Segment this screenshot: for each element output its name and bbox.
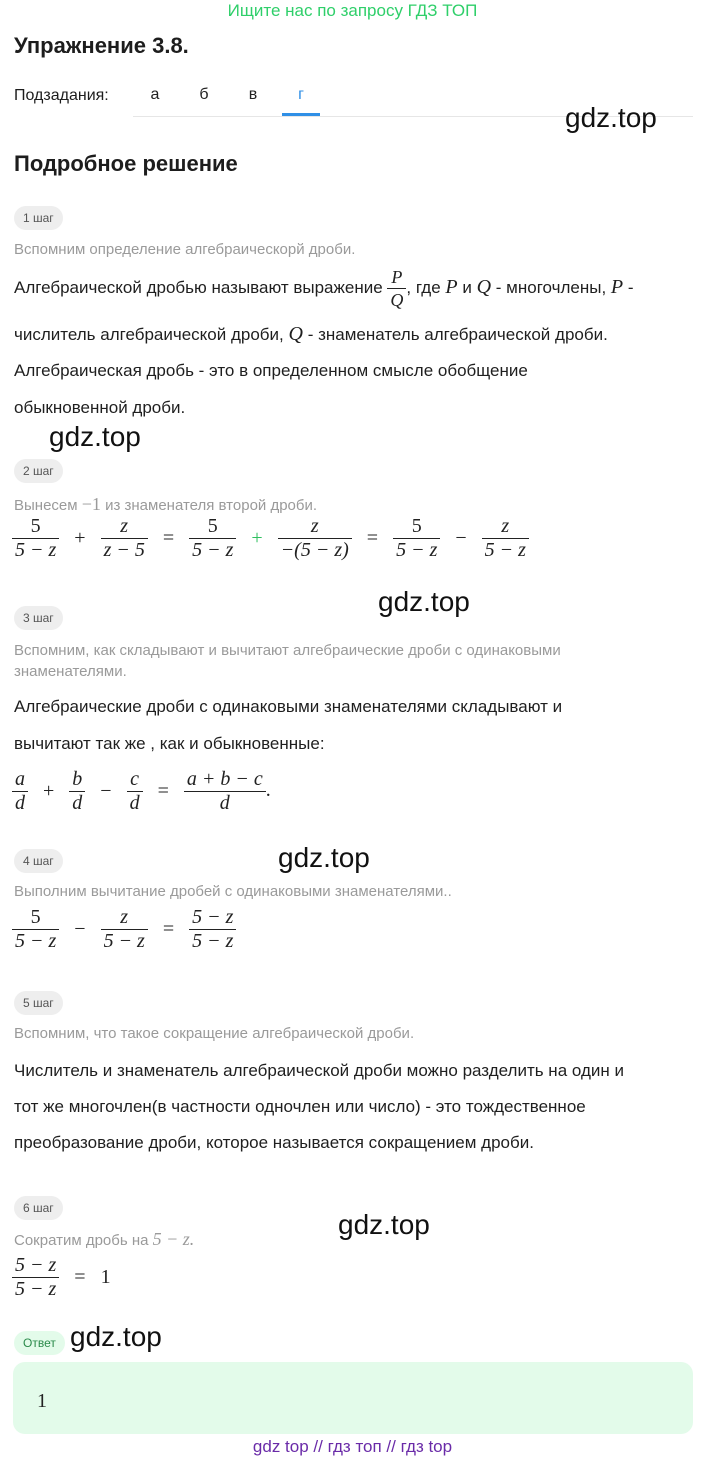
step1-text-d: - многочлены,	[495, 277, 607, 297]
hint-math: −1	[81, 494, 101, 514]
denominator: 5 − z	[482, 538, 529, 562]
equals-sign: =	[74, 1266, 86, 1288]
watermark: gdz.top	[278, 842, 370, 873]
numerator: 5	[411, 515, 422, 537]
plus-sign: +	[74, 527, 86, 549]
watermark: gdz.top	[49, 421, 141, 452]
tab-a[interactable]: а	[150, 86, 160, 103]
tab-v[interactable]: в	[248, 86, 258, 103]
denominator: 5 − z	[189, 538, 236, 562]
denominator: 5 − z	[101, 929, 148, 953]
denominator: 5 − z	[12, 538, 59, 562]
var-p: P	[610, 275, 624, 298]
top-banner[interactable]: Ищите нас по запросу ГДЗ ТОП	[227, 1, 478, 20]
watermark: gdz.top	[338, 1209, 430, 1240]
step4-equation	[12, 906, 236, 953]
denominator: 5 − z	[12, 1277, 59, 1301]
equals-sign: =	[366, 527, 379, 549]
step-hint: Вспомним, что такое сокращение алгебраической дроби.	[14, 1025, 415, 1042]
hint-text: Сократим дробь на	[14, 1232, 149, 1249]
fraction	[393, 515, 440, 562]
fraction	[127, 768, 143, 815]
equals-sign: =	[162, 527, 175, 549]
numerator: z	[120, 906, 129, 928]
tab-b[interactable]: б	[199, 86, 209, 103]
denominator: d	[69, 791, 85, 815]
denominator: d	[127, 791, 143, 815]
numerator: 5 − z	[192, 906, 234, 928]
watermark: gdz.top	[565, 102, 657, 133]
denominator: 5 − z	[393, 538, 440, 562]
numerator: P	[391, 267, 403, 287]
step5-line3: преобразование дроби, которое называется сокращением дроби.	[14, 1133, 534, 1152]
numerator: a	[15, 768, 25, 790]
equals-sign: =	[157, 780, 169, 802]
watermark: gdz.top	[70, 1321, 162, 1352]
minus-sign: −	[74, 918, 86, 940]
fraction-p-over-q	[387, 266, 406, 311]
fraction	[278, 515, 352, 562]
step1-line1	[14, 266, 704, 311]
numerator: z	[120, 515, 129, 537]
answer-badge: Ответ	[14, 1331, 65, 1355]
numerator: a + b − c	[186, 768, 263, 790]
watermark: gdz.top	[378, 586, 470, 617]
numerator: b	[72, 768, 83, 790]
fraction	[184, 768, 266, 815]
fraction	[482, 515, 529, 562]
step-hint: Вспомним, как складывают и вычитают алгебраические дроби с одинаковыми знаменателями.	[14, 642, 561, 680]
denominator: Q	[387, 288, 406, 311]
numerator: 5	[30, 515, 41, 537]
step-badge: 1 шаг	[14, 206, 63, 230]
bottom-links[interactable]: gdz top // гдз топ // гдз top	[252, 1437, 453, 1456]
step-badge: 2 шаг	[14, 459, 63, 483]
step3-line2: вычитают так же , как и обыкновенные:	[14, 734, 325, 753]
denominator: d	[12, 791, 28, 815]
subtasks-label: Подзадания:	[14, 87, 109, 104]
step-badge: 3 шаг	[14, 606, 63, 630]
solution-heading: Подробное решение	[14, 151, 238, 176]
fraction	[12, 906, 59, 953]
step-hint: Вспомним определение алгебраическорй дроби.	[14, 241, 356, 258]
step1-text-g: - знаменатель алгебраической дроби.	[307, 325, 608, 344]
result-value: 1	[100, 1266, 111, 1288]
step-badge: 4 шаг	[14, 849, 63, 873]
period: .	[265, 779, 271, 802]
plus-sign: +	[251, 527, 263, 549]
numerator: 5	[207, 515, 218, 537]
numerator: 5 − z	[15, 1254, 57, 1276]
exercise-title: Упражнение 3.8.	[14, 33, 189, 58]
fraction	[101, 515, 148, 562]
numerator: 5	[30, 906, 41, 928]
denominator: 5 − z	[12, 929, 59, 953]
step2-equation	[12, 515, 529, 562]
step1-text-a: Алгебраической дробью называют выражение	[14, 277, 383, 297]
denominator: 5 − z	[189, 929, 236, 953]
fraction	[12, 515, 59, 562]
step-hint: Выполним вычитание дробей с одинаковыми знаменателями..	[14, 883, 452, 900]
hint-text: Вынесем	[14, 497, 78, 514]
step1-text-c: и	[462, 277, 472, 297]
denominator: z − 5	[101, 538, 148, 562]
step-badge: 5 шаг	[14, 991, 63, 1015]
step1-line3: Алгебраическая дробь - это в определенном смысле обобщение	[14, 361, 528, 380]
numerator: z	[501, 515, 510, 537]
step1-line4: обыкновенной дроби.	[14, 398, 186, 417]
step1-text-e: -	[627, 277, 634, 297]
denominator: −(5 − z)	[278, 538, 352, 562]
step5-line2: тот же многочлен(в частности одночлен или число) - это тождественное	[14, 1097, 586, 1116]
fraction	[12, 768, 28, 815]
hint-math: 5 − z.	[152, 1229, 195, 1249]
fraction	[101, 906, 148, 953]
step3-equation	[12, 768, 271, 815]
answer-box	[13, 1362, 693, 1434]
minus-sign: −	[455, 527, 467, 549]
step-hint	[14, 1229, 194, 1250]
step1-line2	[14, 316, 608, 353]
equals-sign: =	[162, 918, 175, 940]
var-p: P	[445, 275, 458, 298]
numerator: c	[130, 768, 139, 790]
fraction	[189, 515, 236, 562]
fraction	[12, 1254, 59, 1301]
step-badge: 6 шаг	[14, 1196, 63, 1220]
numerator: z	[310, 515, 319, 537]
step5-line1: Числитель и знаменатель алгебраической дроби можно разделить на один и	[14, 1061, 624, 1080]
step1-text-b: , где	[406, 277, 441, 297]
answer-value: 1	[37, 1390, 47, 1412]
step3-line1: Алгебраические дроби с одинаковыми знаменателями складывают и	[14, 697, 563, 716]
denominator: d	[184, 791, 266, 815]
fraction	[69, 768, 85, 815]
hint-text: из знаменателя второй дроби.	[105, 497, 318, 514]
var-q: Q	[476, 275, 492, 298]
plus-sign: +	[43, 780, 55, 802]
step1-text-f: числитель алгебраической дроби,	[14, 325, 284, 344]
fraction	[189, 906, 236, 953]
tab-g[interactable]: г	[282, 86, 320, 116]
step6-equation	[12, 1254, 111, 1301]
minus-sign: −	[100, 780, 112, 802]
step-hint	[14, 494, 317, 515]
var-q: Q	[288, 323, 303, 345]
